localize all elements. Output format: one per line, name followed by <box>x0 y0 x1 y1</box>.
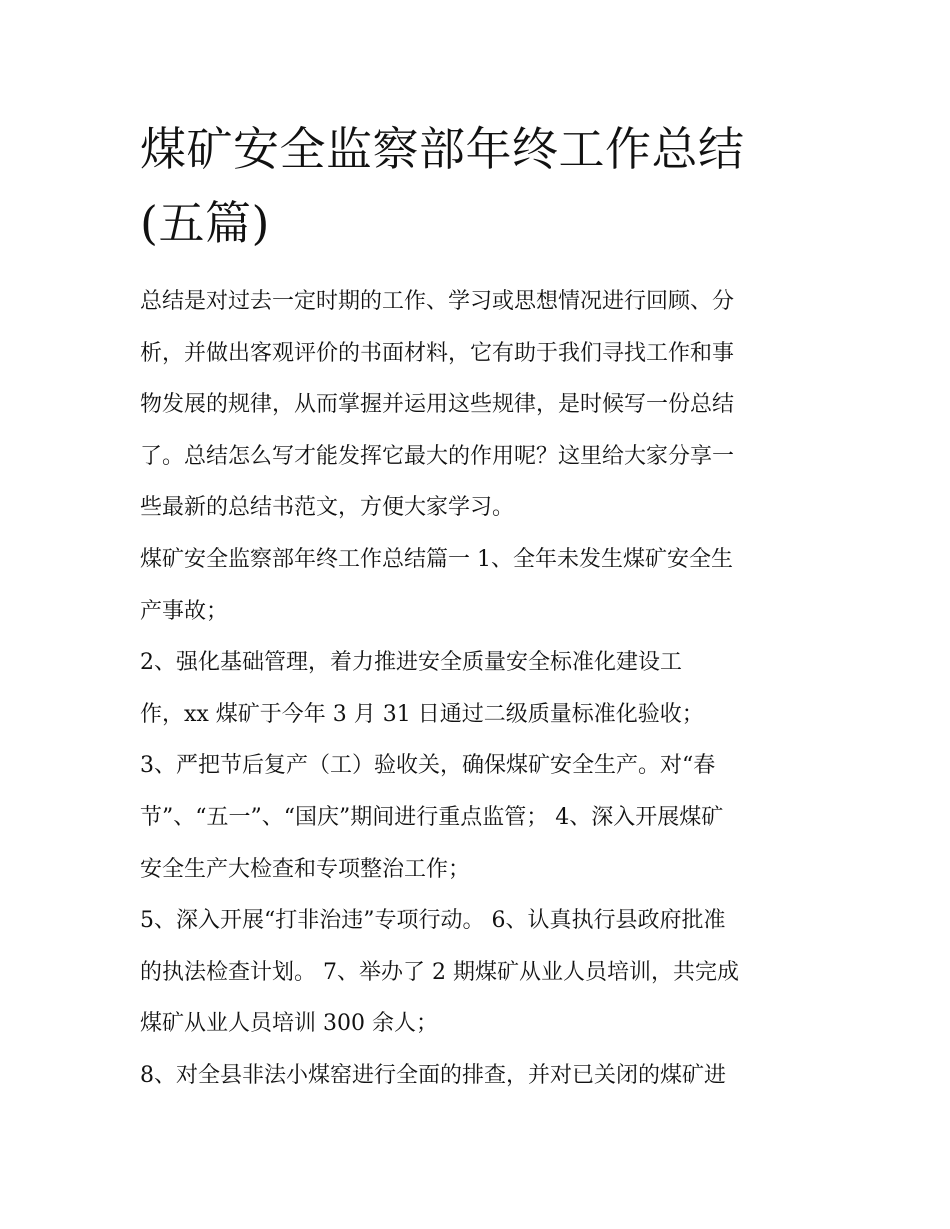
body-line: 总结是对过去一定时期的工作、学习或思想情况进行回顾、分 <box>140 289 735 314</box>
body-line: 析，并做出客观评价的书面材料，它有助于我们寻找工作和事 <box>140 340 735 366</box>
document-body <box>140 276 820 1102</box>
body-line: 作，xx 煤矿于今年 3 月 31 日通过二级质量标准化验收； <box>140 701 704 727</box>
body-line: 了。总结怎么写才能发挥它最大的作用呢？这里给大家分享一 <box>140 443 735 469</box>
body-line: 8、对全县非法小煤窑进行全面的排查，并对已关闭的煤矿进 <box>140 1062 726 1088</box>
body-line: 节”、“五一”、“国庆”期间进行重点监管； 4、深入开展煤矿 <box>140 804 724 830</box>
body-line: 煤矿安全监察部年终工作总结篇一 1、全年未发生煤矿安全生 <box>140 546 733 572</box>
body-line: 3、严把节后复产（工）验收关，确保煤矿安全生产。对“春 <box>140 753 716 779</box>
body-line: 安全生产大检查和专项整治工作； <box>140 856 471 882</box>
body-line: 煤矿从业人员培训 300 余人； <box>140 1011 438 1037</box>
body-line: 些最新的总结书范文，方便大家学习。 <box>140 495 515 521</box>
body-line: 产事故； <box>140 598 229 624</box>
document-title <box>140 112 820 260</box>
title-line: (五篇) <box>140 196 270 250</box>
body-line: 5、深入开展“打非治违”专项行动。 6、认真执行县政府批准 <box>140 908 726 934</box>
body-line: 2、强化基础管理，着力推进安全质量安全标准化建设工 <box>140 650 682 676</box>
body-line: 物发展的规律，从而掌握并运用这些规律，是时候写一份总结 <box>140 392 735 418</box>
title-line: 煤矿安全监察部年终工作总结 <box>140 122 745 176</box>
document-content <box>140 112 820 1102</box>
body-line: 的执法检查计划。 7、举办了 2 期煤矿从业人员培训，共完成 <box>140 959 739 985</box>
